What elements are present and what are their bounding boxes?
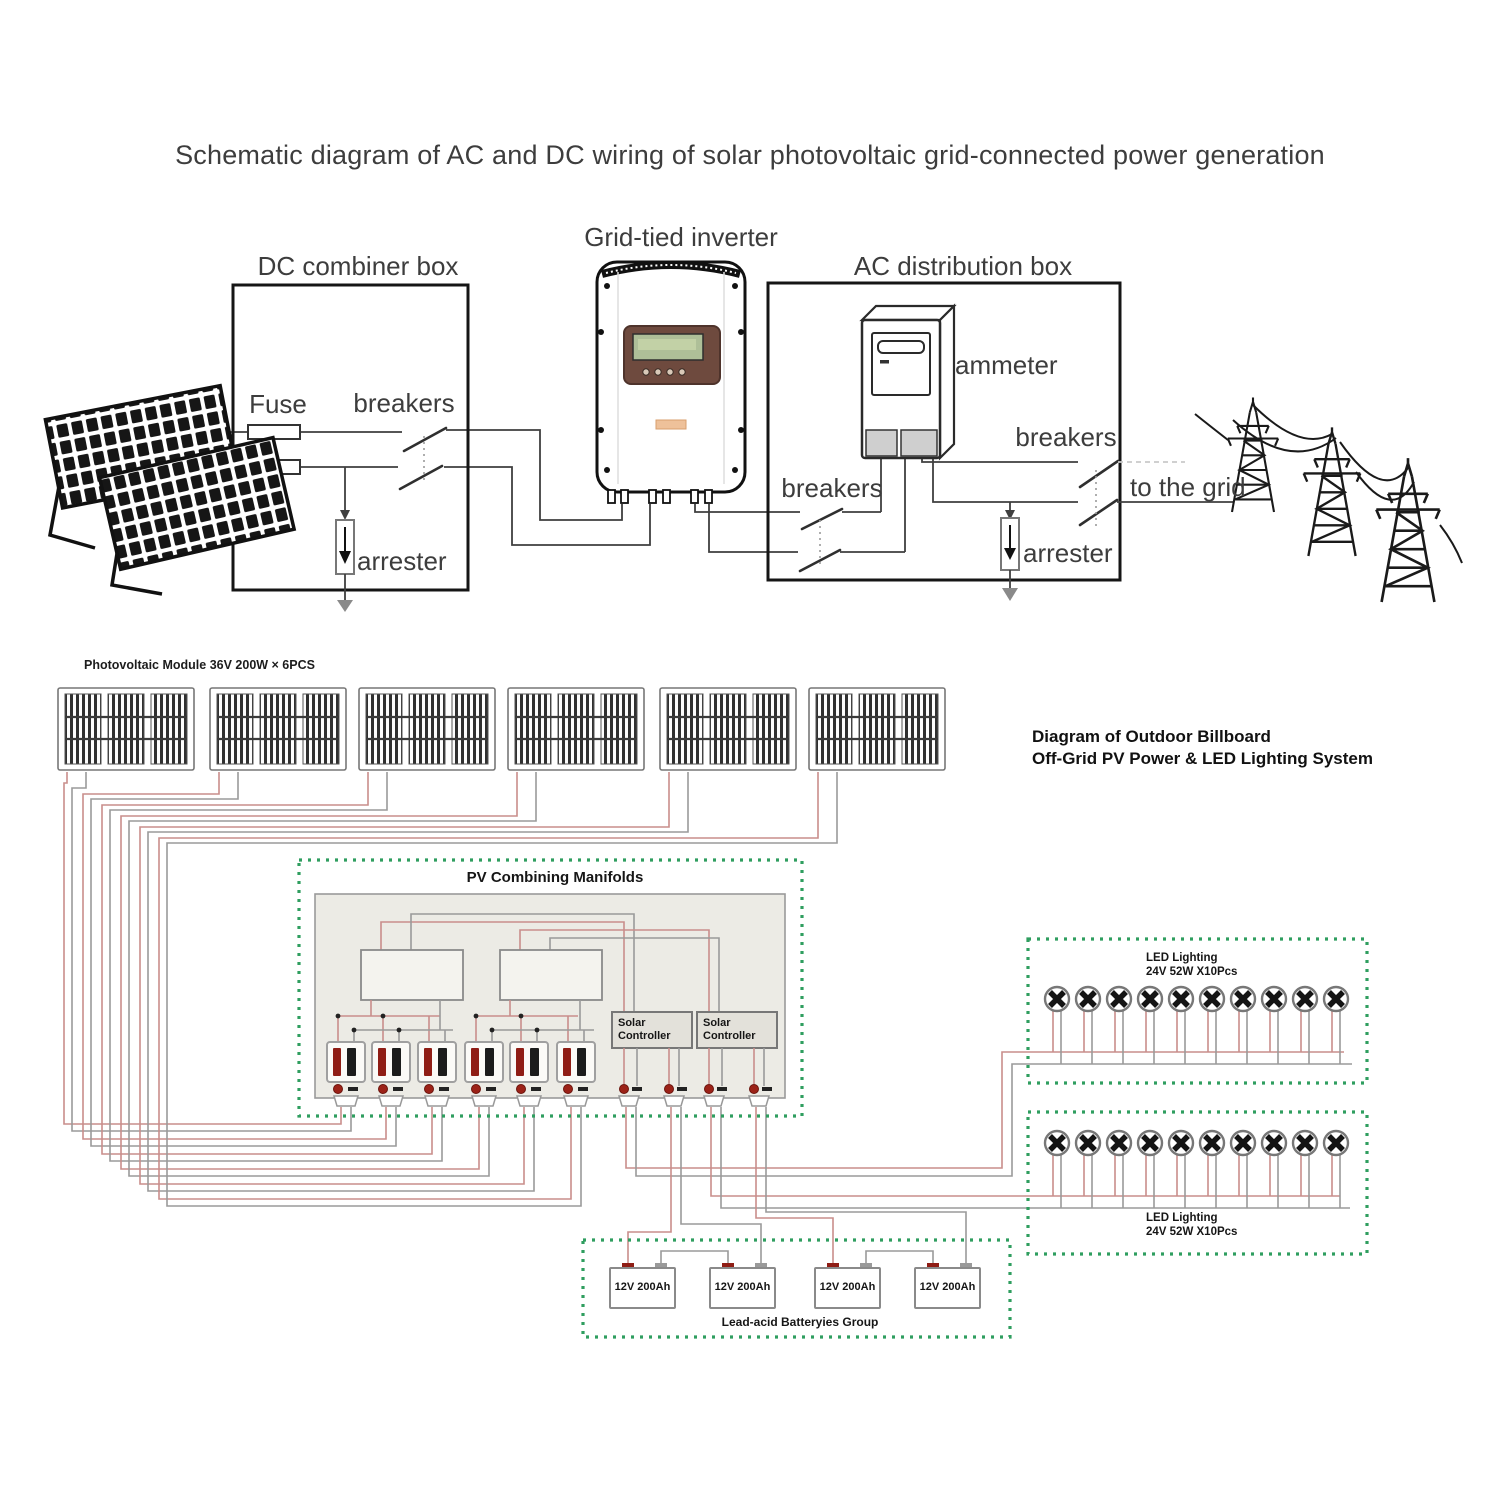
off-grid-billboard-schematic (58, 688, 1367, 1337)
ac-breakers-label-right: breakers (1015, 422, 1117, 452)
solar-controller-label-1: Solar Controller (618, 1017, 671, 1042)
ac-distribution-box-label: AC distribution box (853, 251, 1073, 281)
led2-label: LED Lighting (1146, 1212, 1218, 1224)
manifolds-label: PV Combining Manifolds (466, 869, 644, 886)
ammeter-icon (862, 306, 954, 458)
grid-tied-inverter-icon (597, 262, 745, 503)
ac-breakers-label-left: breakers (781, 473, 883, 503)
led1-label: LED Lighting (1146, 952, 1218, 964)
battery-label-4: 12V 200Ah (919, 1281, 976, 1293)
billboard-title-line1: Diagram of Outdoor Billboard (1032, 727, 1271, 746)
page-title: Schematic diagram of AC and DC wiring of solar photovoltaic grid-connected power generation (175, 140, 1325, 170)
solar-controller-label-2: Solar Controller (703, 1017, 756, 1042)
battery-label-3: 12V 200Ah (819, 1281, 876, 1293)
pv-combining-manifolds (299, 860, 802, 1116)
led1-spec: 24V 52W X10Pcs (1146, 966, 1238, 978)
battery-label-2: 12V 200Ah (714, 1281, 771, 1293)
manifold-busbar-2 (500, 950, 602, 1000)
dc-breakers-label: breakers (353, 388, 455, 418)
ac-arrester-label: arrester (1023, 538, 1113, 568)
fuse-label: Fuse (249, 389, 307, 419)
ac-arrester-symbol (1001, 502, 1019, 601)
dc-combiner-box-label: DC combiner box (257, 251, 459, 281)
billboard-title-line2: Off-Grid PV Power & LED Lighting System (1032, 749, 1373, 768)
led2-spec: 24V 52W X10Pcs (1146, 1226, 1238, 1238)
ground-arrow-icon (1002, 588, 1018, 601)
battery-label-1: 12V 200Ah (614, 1281, 671, 1293)
to-the-grid-label: to the grid (1130, 472, 1246, 502)
manifold-busbar-1 (361, 950, 463, 1000)
inverter-label: Grid-tied inverter (584, 222, 778, 252)
grid-tied-system-schematic (45, 262, 1462, 612)
pv-module-row (58, 688, 945, 770)
ground-arrow-icon (337, 600, 353, 612)
ammeter-label: ammeter (955, 350, 1058, 380)
dc-arrester-label: arrester (357, 546, 447, 576)
pv-module-spec-label: Photovoltaic Module 36V 200W × 6PCS (84, 658, 315, 672)
battery-group-label: Lead-acid Batteryies Group (721, 1315, 879, 1329)
